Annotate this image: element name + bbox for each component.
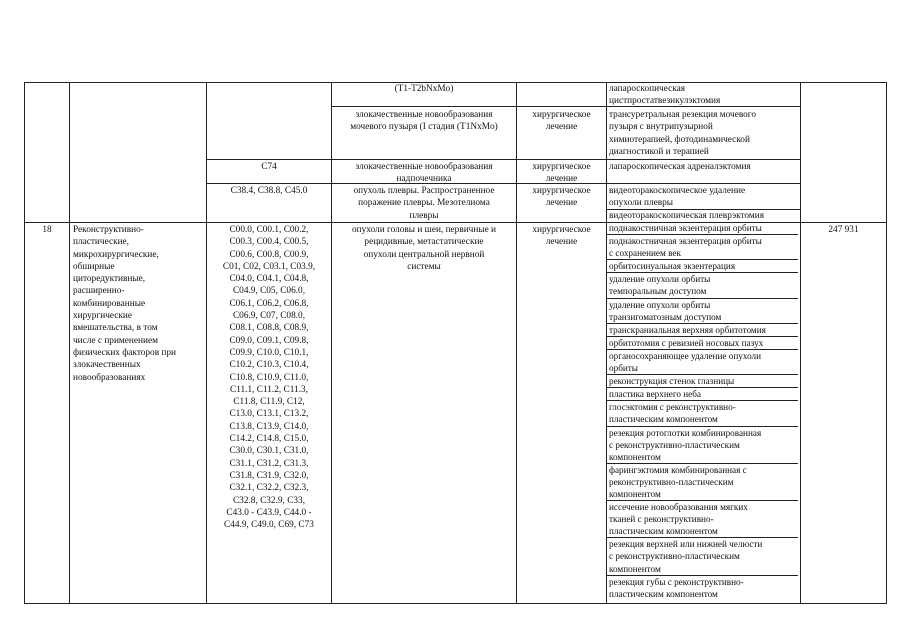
icd-codes: C00.0, C00.1, C00.2, C00.3, C00.4, C00.5, C00.6, C00.8, C00.9, C01, C02, C03.1, C03.9, C04.0, C04.1, C04.8, C04.9, C05, C06.0, C06.1, C06.2, C06.8, C06.9, C07, C08.0, C08.1, C08.8, C08.9, C09.0, C09.1, C09.8, C09.9, C10.0, C10.1, C10.2, C10.3, C10.4, C10.8, C10.9, C11.0, C11.1, C11.2, C11.3, C11.8, C11.9, C12, C13.0, C13.1, C13.2, C13.8, C13.9, C14.0, C14.2, C14.8, C15.0, C30.0, C30.1, C31.0, C31.1, C31.2, C31.3, C31.8, C31.9, C32.0, C32.1, C32.2, C32.3, C32.8, C32.9, C33, C43.0 - C43.9, C44.0 - C44.9, C49.0, C69, C73 bbox=[222, 225, 316, 531]
c74-model: злокачественные новообразования надпочечника bbox=[355, 162, 493, 185]
service-name: Реконструктивно- пластические, микрохирургические, обширные циторедуктивные, расширенно- комбинированные хирургические вмешательства, в том числе с применением физических факторов при злокачественных новообразованиях bbox=[73, 225, 177, 383]
cost-value: 247 931 bbox=[828, 225, 859, 235]
procedure-item: орбитосинуальная экзентерация bbox=[607, 260, 798, 273]
row-number: 18 bbox=[42, 225, 52, 235]
procedure-item: реконструкция стенок глазницы bbox=[607, 375, 798, 388]
table-border-left bbox=[24, 82, 25, 604]
bladder-treatment: хирургическое лечение bbox=[532, 110, 591, 133]
procedure-continuation: лапароскопическая цистпростатвезикулэктомия bbox=[609, 84, 721, 107]
pleura-method-1: видеоторакоскопическое удаление опухоли плевры bbox=[609, 186, 746, 209]
medical-services-table bbox=[24, 82, 887, 604]
procedure-item: поднакостничная экзентерация орбиты с сохранением век bbox=[607, 235, 798, 260]
procedure-item: удаление опухоли орбиты транзигоматозным доступом bbox=[607, 299, 798, 324]
pleura-treatment: хирургическое лечение bbox=[532, 186, 591, 209]
pleura-codes: C38.4, C38.8, C45.0 bbox=[230, 186, 308, 196]
table-col-divider bbox=[800, 82, 801, 604]
table-border-right bbox=[886, 82, 887, 604]
c74-treatment: хирургическое лечение bbox=[532, 162, 591, 185]
procedure-item: иссечение новообразования мягких тканей с реконструктивно- пластическим компонентом bbox=[607, 501, 798, 538]
patient-model: опухоли головы и шеи, первичные и рецидивные, метастатические опухоли центральной нервной системы bbox=[351, 225, 497, 272]
treatment-type: хирургическое лечение bbox=[532, 225, 591, 248]
procedure-item: поднакостничная экзентерация орбиты bbox=[607, 222, 798, 235]
procedure-item: резекция губы с реконструктивно- пластическим компонентом bbox=[609, 576, 744, 599]
stage-continuation: (T1-T2bNxMo) bbox=[394, 84, 454, 94]
procedure-item: органосохраняющее удаление опухоли орбиты bbox=[607, 350, 798, 375]
table-col-divider bbox=[69, 82, 70, 604]
pleura-model: опухоль плевры. Распространенное поражение плевры. Мезотелиома плевры bbox=[353, 186, 495, 221]
row-divider bbox=[206, 159, 800, 160]
procedure-item: орбитотомия с ревизией носовых пазух bbox=[607, 337, 798, 350]
bladder-method: трансуретральная резекция мочевого пузыря с внутрипузырной химиотерапией, фотодинамической диагностикой и терапией bbox=[609, 110, 757, 157]
procedure-item: глосэктомия с реконструктивно- пластическим компонентом bbox=[607, 401, 798, 426]
procedure-item: фарингэктомия комбинированная с реконструктивно-пластическим компонентом bbox=[607, 464, 798, 501]
procedure-item: удаление опухоли орбиты темпоральным доступом bbox=[607, 273, 798, 298]
c74-code: C74 bbox=[261, 162, 277, 172]
bladder-model: злокачественные новообразования мочевого пузыря (I стадия (T1NxMo) bbox=[350, 110, 498, 133]
procedure-item: транскраниальная верхняя орбитотомия bbox=[607, 324, 798, 337]
pleura-method-2: видеоторакоскопическая плеврэктомия bbox=[609, 211, 765, 221]
procedure-item: резекция ротоглотки комбинированная с реконструктивно-пластическим компонентом bbox=[607, 427, 798, 464]
procedure-list bbox=[607, 222, 798, 600]
table-border-bottom bbox=[24, 603, 887, 604]
procedure-item: резекция верхней или нижней челюсти с реконструктивно-пластическим компонентом bbox=[607, 538, 798, 575]
procedure-item: пластика верхнего неба bbox=[607, 388, 798, 401]
c74-method: лапароскопическая адреналэктомия bbox=[609, 162, 751, 172]
